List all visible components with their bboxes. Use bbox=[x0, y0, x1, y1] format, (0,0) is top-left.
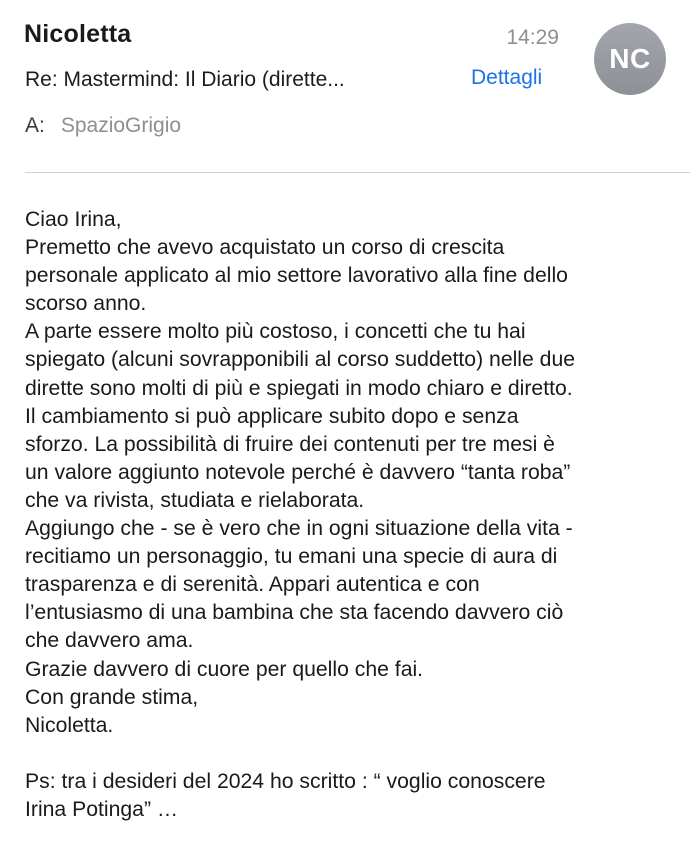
body-line: Nicoletta. bbox=[25, 713, 114, 737]
sender-name: Nicoletta bbox=[24, 20, 132, 48]
body-line: sforzo. La possibilità di fruire dei contenuti per tre mesi è bbox=[25, 432, 555, 456]
body-line: un valore aggiunto notevole perché è davvero “tanta roba” bbox=[25, 460, 571, 484]
body-line: che va rivista, studiata e rielaborata. bbox=[25, 488, 365, 512]
recipient-label: A: bbox=[25, 114, 45, 137]
recipient-row bbox=[25, 114, 181, 138]
body-line: Con grande stima, bbox=[25, 685, 199, 709]
body-line: Irina Potinga” … bbox=[25, 797, 179, 821]
message-subject: Re: Mastermind: Il Diario (dirette... bbox=[25, 68, 345, 91]
body-line: Ps: tra i desideri del 2024 ho scritto : “ voglio conoscere bbox=[25, 769, 546, 793]
body-line: scorso anno. bbox=[25, 292, 147, 316]
body-line: Premetto che avevo acquistato un corso di crescita bbox=[25, 236, 505, 260]
body-line: A parte essere molto più costoso, i concetti che tu hai bbox=[25, 320, 526, 344]
body-line: personale applicato al mio settore lavorativo alla fine dello bbox=[25, 264, 568, 288]
body-line: Ciao Irina, bbox=[25, 208, 122, 231]
body-line: Il cambiamento si può applicare subito dopo e senza bbox=[25, 404, 519, 428]
body-line: che davvero ama. bbox=[25, 629, 194, 653]
details-link[interactable]: Dettagli bbox=[471, 66, 543, 89]
message-time: 14:29 bbox=[506, 26, 559, 49]
body-line: dirette sono molti di più e spiegati in modo chiaro e diretto. bbox=[25, 376, 573, 400]
message-body bbox=[25, 206, 685, 824]
body-blank-line bbox=[25, 740, 685, 768]
body-line: Aggiungo che - se è vero che in ogni situazione della vita - bbox=[25, 517, 573, 541]
body-line: recitiamo un personaggio, tu emani una specie di aura di bbox=[25, 545, 558, 569]
body-line: spiegato (alcuni sovrapponibili al corso suddetto) nelle due bbox=[25, 348, 576, 372]
message-header bbox=[0, 0, 690, 174]
avatar[interactable] bbox=[594, 23, 666, 95]
body-line: Grazie davvero di cuore per quello che fai. bbox=[25, 657, 424, 681]
recipient-name[interactable]: SpazioGrigio bbox=[60, 114, 182, 137]
avatar-initials: NC bbox=[609, 43, 651, 74]
body-line: l’entusiasmo di una bambina che sta facendo davvero ciò bbox=[25, 601, 564, 625]
body-line: trasparenza e di serenità. Appari autentica e con bbox=[25, 573, 480, 597]
header-divider bbox=[25, 172, 690, 173]
